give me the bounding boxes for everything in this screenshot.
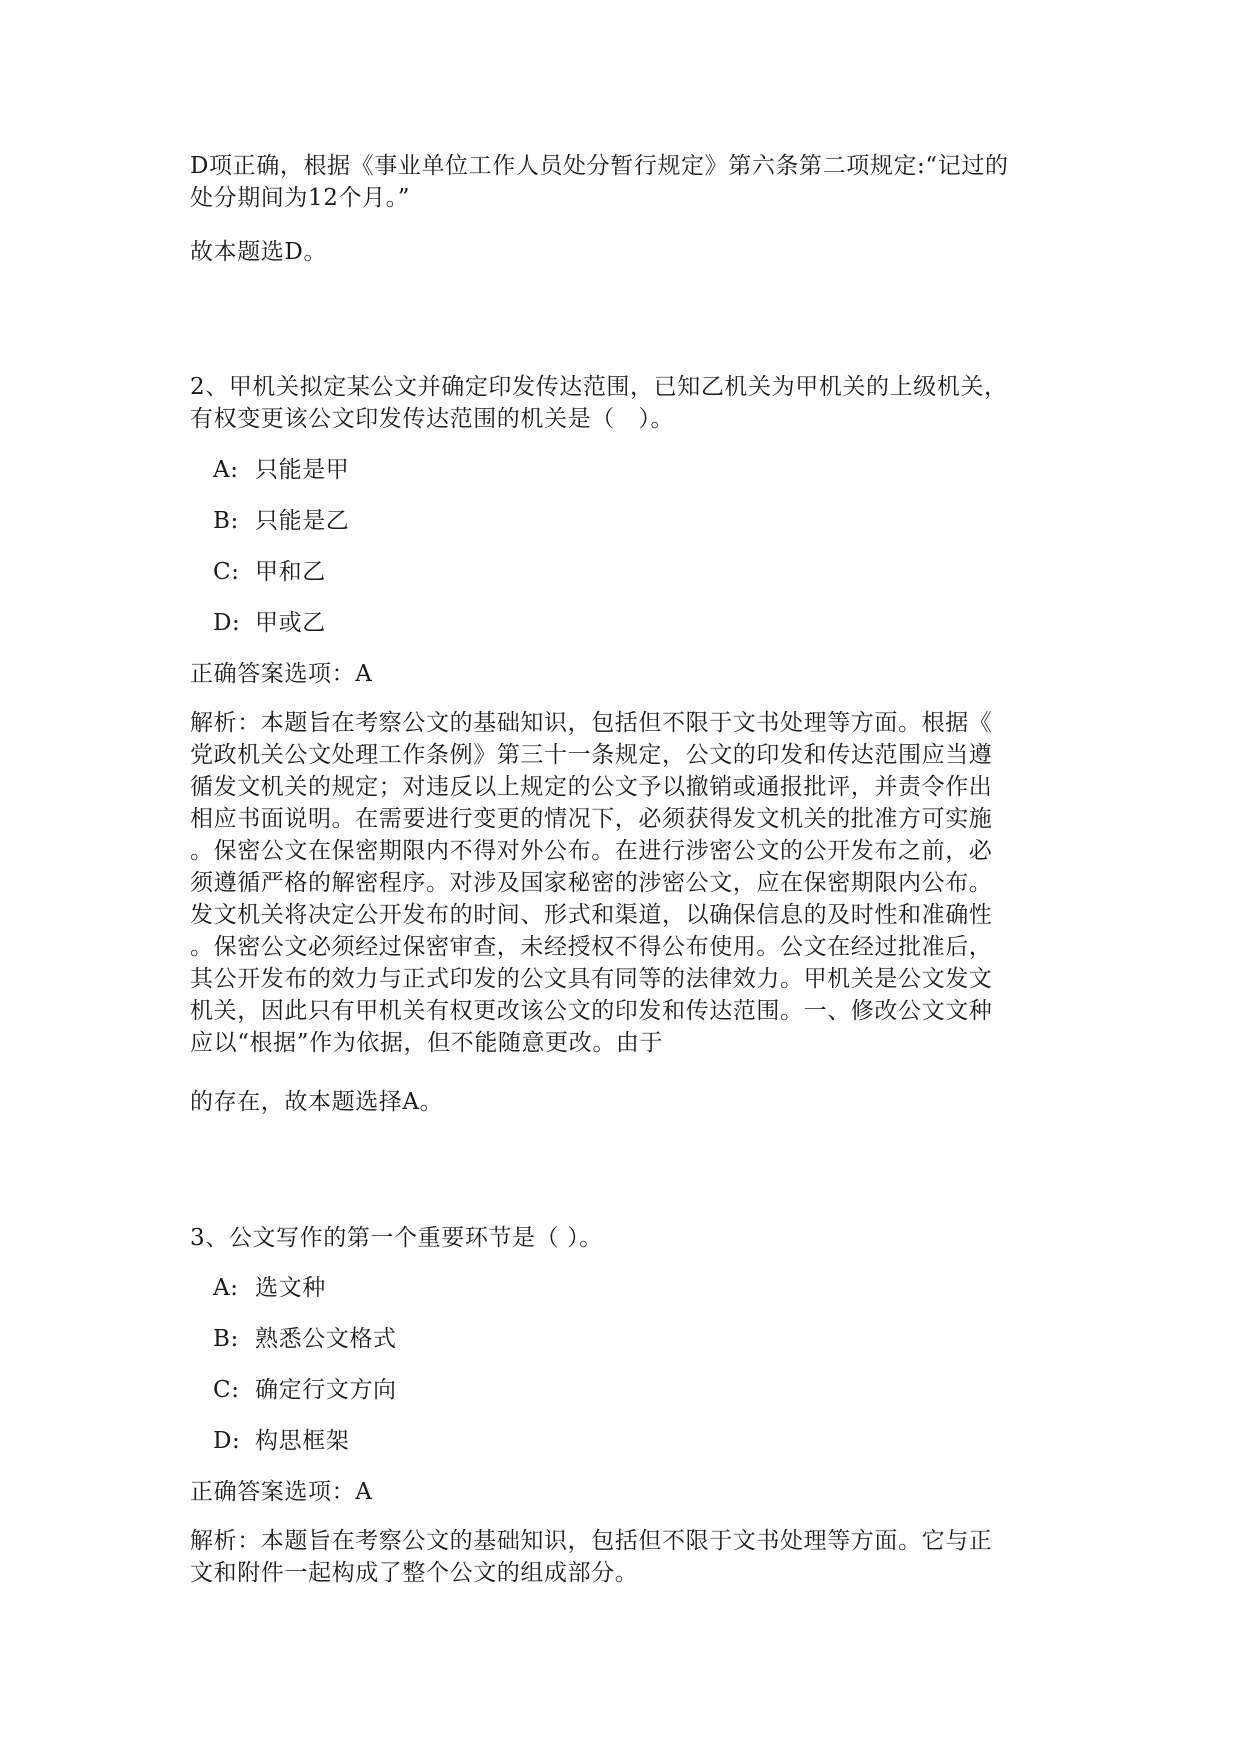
prev-explanation [190,150,1060,214]
option-a [213,1272,326,1304]
text-line: 。保密公文必须经过保密审查，未经授权不得公布使用。公文在经过批准后， [190,934,993,960]
option-c [213,556,326,588]
option-text: 只能是甲 [255,457,350,483]
text-line: 解析：本题旨在考察公文的基础知识，包括但不限于文书处理等方面。根据《 [190,710,993,736]
option-text: 甲和乙 [255,559,326,585]
option-text: 熟悉公文格式 [255,1326,397,1352]
option-key: A: [213,457,239,483]
analysis-2 [190,707,1060,1059]
prev-conclusion: 故本题选D。 [190,239,328,265]
analysis-3 [190,1525,1060,1589]
text-line: 应以“根据”作为依据，但不能随意更改。由于 [190,1030,664,1056]
option-text: 确定行文方向 [255,1377,397,1403]
text-line: 机关，因此只有甲机关有权更改该公文的印发和传达范围。一、修改公文文种 [190,998,993,1024]
text-line: 解析：本题旨在考察公文的基础知识，包括但不限于文书处理等方面。它与正 [190,1528,993,1554]
text-line: 党政机关公文处理工作条例》第三十一条规定，公文的印发和传达范围应当遵 [190,742,993,768]
text-line: 循发文机关的规定；对违反以上规定的公文予以撤销或通报批评，并责令作出 [190,774,993,800]
question-stem-3 [190,1222,1060,1254]
text-line: D项正确，根据《事业单位工作人员处分暂行规定》第六条第二项规定:“记过的 [190,153,1009,179]
text-line: 发文机关将决定公开发布的时间、形式和渠道，以确保信息的及时性和准确性 [190,902,993,928]
option-key: D: [213,1428,241,1454]
option-b [213,1323,397,1355]
conclusion-2: 的存在，故本题选择A。 [190,1089,444,1115]
option-key: D: [213,610,241,636]
option-key: C: [213,559,240,585]
question-stem-2 [190,371,1060,435]
text-line: 2、甲机关拟定某公文并确定印发传达范围，已知乙机关为甲机关的上级机关， [190,374,1008,400]
option-key: B: [213,1326,239,1352]
option-key: B: [213,508,239,534]
text-line: 其公开发布的效力与正式印发的公文具有同等的法律效力。甲机关是公文发文 [190,966,993,992]
answer-3: 正确答案选项：A [190,1479,373,1505]
text-line: 处分期间为12个月。” [190,185,411,211]
text-line: 须遵循严格的解密程序。对涉及国家秘密的涉密公文，应在保密期限内公布。 [190,870,993,896]
option-text: 选文种 [255,1275,326,1301]
option-d [213,1425,349,1457]
option-c [213,1374,397,1406]
option-text: 甲或乙 [255,610,326,636]
answer-2: 正确答案选项：A [190,661,373,687]
option-key: A: [213,1275,239,1301]
option-text: 构思框架 [255,1428,350,1454]
text-line: 。保密公文在保密期限内不得对外公布。在进行涉密公文的公开发布之前，必 [190,838,993,864]
option-key: C: [213,1377,240,1403]
text-line: 有权变更该公文印发传达范围的机关是（ ）。 [190,406,675,432]
option-d [213,607,326,639]
text-line: 文和附件一起构成了整个公文的组成部分。 [190,1560,639,1586]
text-line: 3、公文写作的第一个重要环节是（ ）。 [190,1225,603,1251]
option-b [213,505,349,537]
text-line: 相应书面说明。在需要进行变更的情况下，必须获得发文机关的批准方可实施 [190,806,993,832]
option-text: 只能是乙 [255,508,350,534]
option-a [213,454,349,486]
